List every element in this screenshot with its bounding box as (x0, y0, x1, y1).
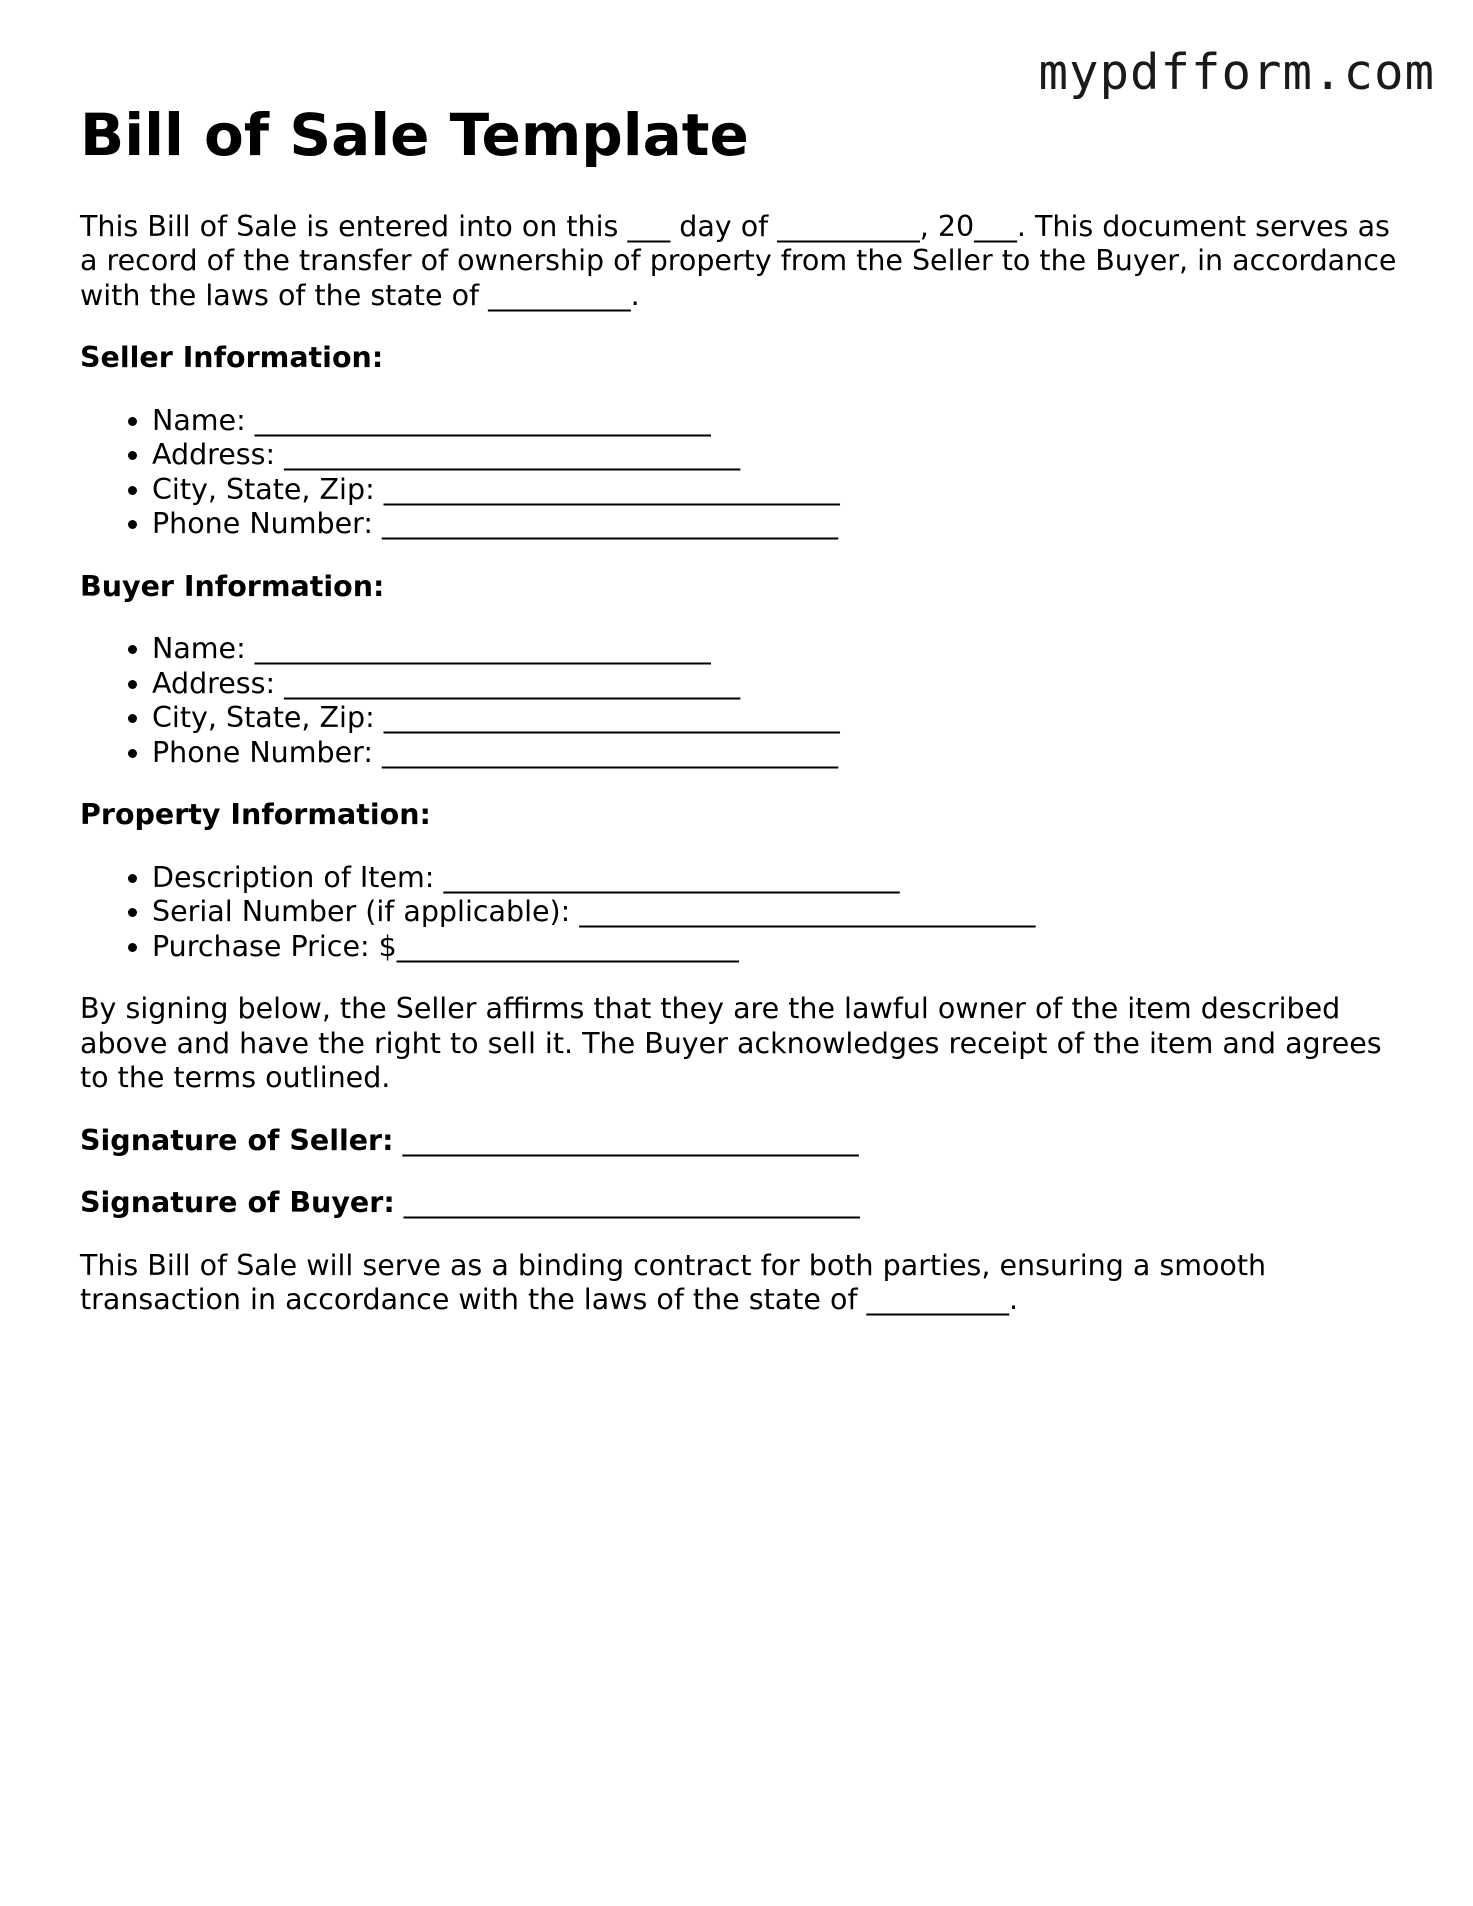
buyer-list (80, 632, 1400, 770)
buyer-signature-blank[interactable]: ________________________________ (394, 1186, 860, 1220)
buyer-signature-line[interactable] (80, 1186, 1400, 1221)
watermark: mypdfform.com (1038, 44, 1435, 101)
property-heading: Property Information: (80, 798, 431, 832)
seller-name-field[interactable]: • Name: ________________________________ (152, 404, 1400, 439)
affirmation-paragraph: By signing below, the Seller affirms that they are the lawful owner of the item described above and have the right to sell it. The Buyer acknowledges receipt of the item and agrees to the terms outlined. (80, 992, 1382, 1095)
seller-phone-field[interactable]: • Phone Number: ________________________________ (152, 507, 1400, 542)
item-description-field[interactable]: • Description of Item: ________________________________ (152, 861, 1400, 896)
serial-number-field[interactable]: • Serial Number (if applicable): ________________________________ (152, 895, 1400, 930)
purchase-price-field[interactable]: • Purchase Price: $________________________ (152, 930, 1400, 965)
buyer-name-field[interactable]: • Name: ________________________________ (152, 632, 1400, 667)
buyer-signature-label: Signature of Buyer: (80, 1186, 395, 1220)
buyer-phone-field[interactable]: • Phone Number: ________________________________ (152, 736, 1400, 771)
seller-signature-line[interactable] (80, 1124, 1400, 1159)
seller-list (80, 404, 1400, 542)
seller-signature-blank[interactable]: ________________________________ (393, 1123, 859, 1157)
seller-signature-label: Signature of Seller: (80, 1123, 394, 1157)
buyer-heading: Buyer Information: (80, 569, 385, 603)
property-list (80, 861, 1400, 965)
seller-address-field[interactable]: • Address: ________________________________ (152, 438, 1400, 473)
document-body (80, 101, 1400, 1318)
buyer-city-state-zip-field[interactable]: • City, State, Zip: ________________________________ (152, 701, 1400, 736)
page-title: Bill of Sale Template (80, 101, 749, 169)
buyer-address-field[interactable]: • Address: ________________________________ (152, 667, 1400, 702)
intro-paragraph: This Bill of Sale is entered into on this ___ day of __________, 20___. This document serves as a record of the transfer of ownership of property from the Seller to the Buyer, in accordance with the laws of the state of __________. (80, 209, 1397, 312)
seller-heading: Seller Information: (80, 341, 384, 375)
seller-city-state-zip-field[interactable]: • City, State, Zip: ________________________________ (152, 473, 1400, 508)
closing-paragraph: This Bill of Sale will serve as a binding contract for both parties, ensuring a smooth transaction in accordance with the laws of the state of __________. (80, 1248, 1267, 1317)
